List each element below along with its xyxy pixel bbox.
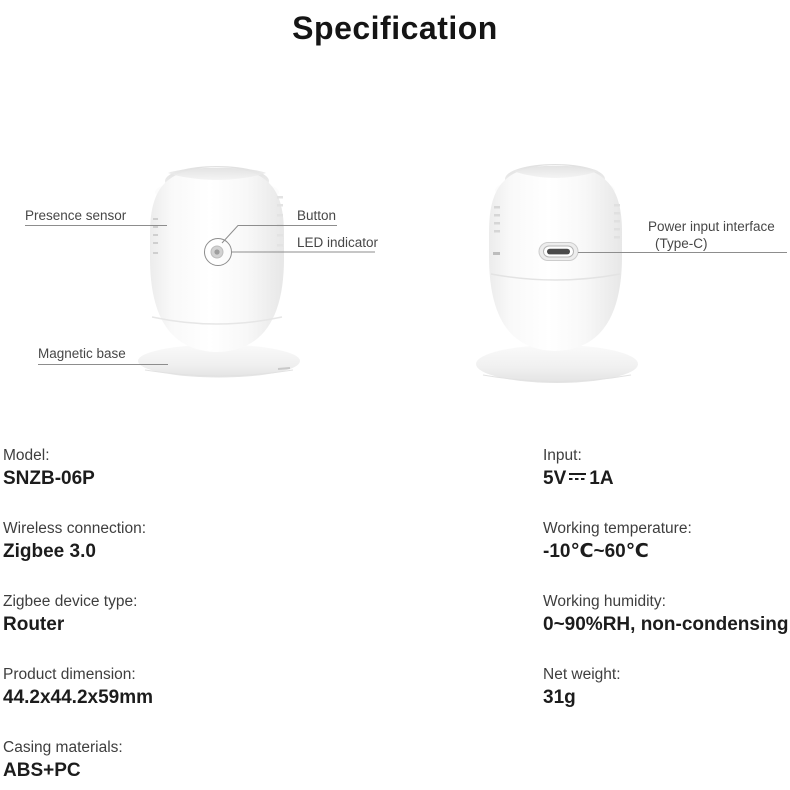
input-current: 1A	[589, 468, 614, 489]
spec-label: Product dimension:	[3, 666, 136, 683]
usbc-port	[539, 243, 578, 261]
spec-row-model	[3, 446, 153, 491]
led-indicator-dot	[214, 249, 219, 254]
spec-list-right	[543, 446, 788, 710]
spec-label: Casing materials:	[3, 739, 123, 756]
magnetic-base-label: Magnetic base	[38, 346, 126, 361]
spec-value: SNZB-06P	[3, 468, 95, 489]
spec-row-net-weight	[543, 665, 788, 710]
spec-label: Model:	[3, 447, 50, 464]
spec-value: 0~90%RH, non-condensing	[543, 614, 789, 635]
power-input-label-line1: Power input interface	[648, 219, 775, 234]
spec-row-zigbee-device-type	[3, 592, 153, 637]
spec-row-product-dimension	[3, 665, 153, 710]
spec-row-casing-materials	[3, 738, 153, 783]
spec-value: ABS+PC	[3, 760, 81, 781]
spec-value: Zigbee 3.0	[3, 541, 96, 562]
button-label: Button	[297, 208, 337, 223]
spec-value: -10℃~60℃	[543, 541, 649, 562]
left-device-illustration	[138, 166, 300, 378]
spec-list-left	[3, 446, 153, 783]
spec-label: Working humidity:	[543, 593, 666, 610]
spec-label: Zigbee device type:	[3, 593, 138, 610]
spec-row-working-temperature	[543, 519, 788, 564]
led-indicator-label: LED indicator	[297, 235, 379, 250]
power-input-label	[648, 218, 775, 252]
spec-row-working-humidity	[543, 592, 788, 637]
spec-value: 44.2x44.2x59mm	[3, 687, 154, 708]
right-device-illustration	[476, 164, 638, 383]
spec-row-input	[543, 446, 788, 491]
spec-label: Net weight:	[543, 666, 621, 683]
spec-label: Wireless connection:	[3, 520, 147, 537]
page-title: Specification	[292, 10, 498, 46]
spec-label: Working temperature:	[543, 520, 692, 537]
spec-label: Input:	[543, 447, 582, 464]
dc-symbol	[569, 473, 586, 481]
spec-row-wireless-connection	[3, 519, 153, 564]
presence-sensor-label: Presence sensor	[25, 208, 127, 223]
spec-value: Router	[3, 614, 65, 635]
spec-value	[543, 467, 788, 491]
input-voltage: 5V	[543, 468, 567, 489]
power-input-label-line2: (Type-C)	[655, 236, 708, 251]
spec-value: 31g	[543, 687, 576, 708]
